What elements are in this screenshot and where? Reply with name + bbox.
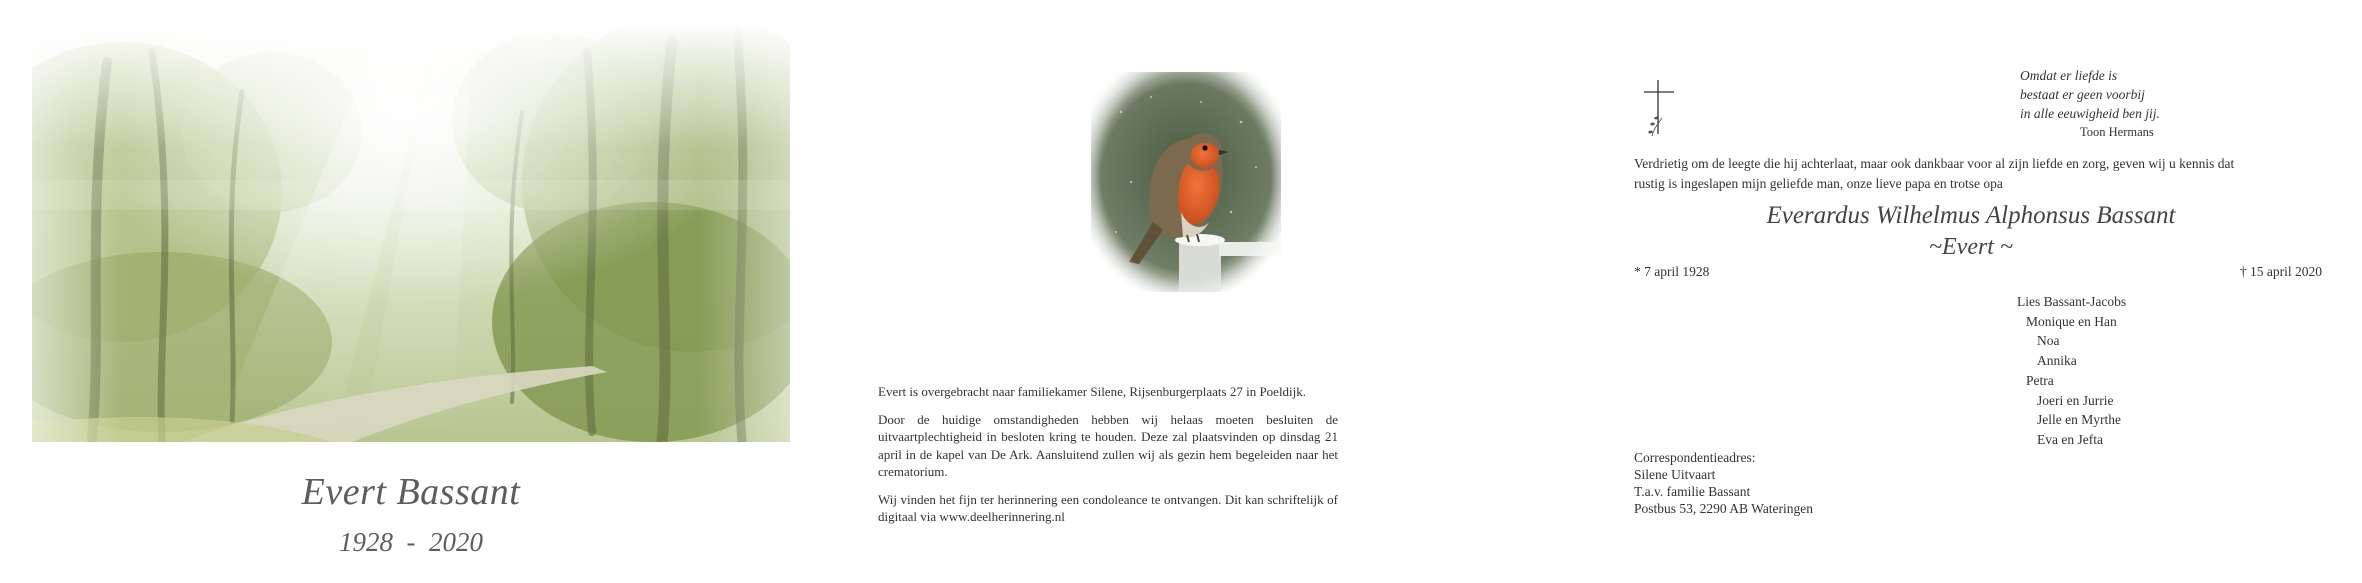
deceased-full-name: Everardus Wilhelmus Alphonsus Bassant xyxy=(1766,202,2176,229)
cover-panel xyxy=(0,0,790,583)
arrangements-text xyxy=(878,383,1338,536)
poem-line: bestaat er geen voorbij xyxy=(2020,87,2145,102)
paragraph-ceremony: Door de huidige omstandigheden hebben wij helaas moeten besluiten de uitvaartplechtigheid in besloten kring te houden. Deze zal plaatsvinden op dinsdag 21 april in de kapel van De Ark. Aansluitend zullen wij als gezin hem begeleiden naar het crematorium. xyxy=(878,411,1338,479)
robin-photo xyxy=(1091,72,1281,292)
announcement-intro xyxy=(1634,154,2304,194)
poem-author: Toon Hermans xyxy=(2080,125,2154,139)
middle-panel xyxy=(790,0,1580,583)
poem xyxy=(2020,66,2160,123)
poem-line: in alle eeuwigheid ben jij. xyxy=(2020,106,2160,121)
address-line: Correspondentieadres: xyxy=(1634,450,1756,465)
cover-years: 1928 - 2020 xyxy=(339,527,483,557)
birth-date: * 7 april 1928 xyxy=(1634,264,1710,279)
family-member: Petra xyxy=(2026,372,2054,388)
address-line: Postbus 53, 2290 AB Wateringen xyxy=(1634,501,1814,516)
paragraph-location: Evert is overgebracht naar familiekamer Silene, Rijsenburgerplaats 27 in Poeldijk. xyxy=(878,384,1307,399)
family-member: Annika xyxy=(2037,353,2077,369)
death-date: † 15 april 2020 xyxy=(2239,264,2322,279)
family-member: Noa xyxy=(2037,333,2060,349)
correspondence-address xyxy=(1634,449,1813,517)
announcement-panel xyxy=(1580,0,2362,583)
deceased-nickname: ~Evert ~ xyxy=(1929,234,2013,260)
family-member: Eva en Jefta xyxy=(2037,431,2103,447)
intro-line: Verdrietig om de leegte die hij achterlaat, maar ook dankbaar voor al zijn liefde en zorg, geven wij u kennis dat xyxy=(1634,156,2235,171)
paragraph-condolence: Wij vinden het fijn ter herinnering een condoleance te ontvangen. Dit kan schriftelijk of digitaal via www.deelherinnering.nl xyxy=(878,491,1338,524)
intro-line: rustig is ingeslapen mijn geliefde man, onze lieve papa en trotse opa xyxy=(1634,176,2003,191)
poem-line: Omdat er liefde is xyxy=(2020,68,2118,83)
cover-name: Evert Bassant xyxy=(301,471,521,513)
forest-path-photo xyxy=(32,22,790,442)
family-member: Monique en Han xyxy=(2026,313,2117,329)
address-line: T.a.v. familie Bassant xyxy=(1634,484,1751,499)
family-member: Lies Bassant-Jacobs xyxy=(2017,294,2127,309)
family-member: Joeri en Jurrie xyxy=(2037,392,2114,408)
address-line: Silene Uitvaart xyxy=(1634,467,1716,482)
family-list xyxy=(2017,292,2126,450)
cross-icon xyxy=(1642,78,1676,142)
family-member: Jelle en Myrthe xyxy=(2037,412,2121,428)
